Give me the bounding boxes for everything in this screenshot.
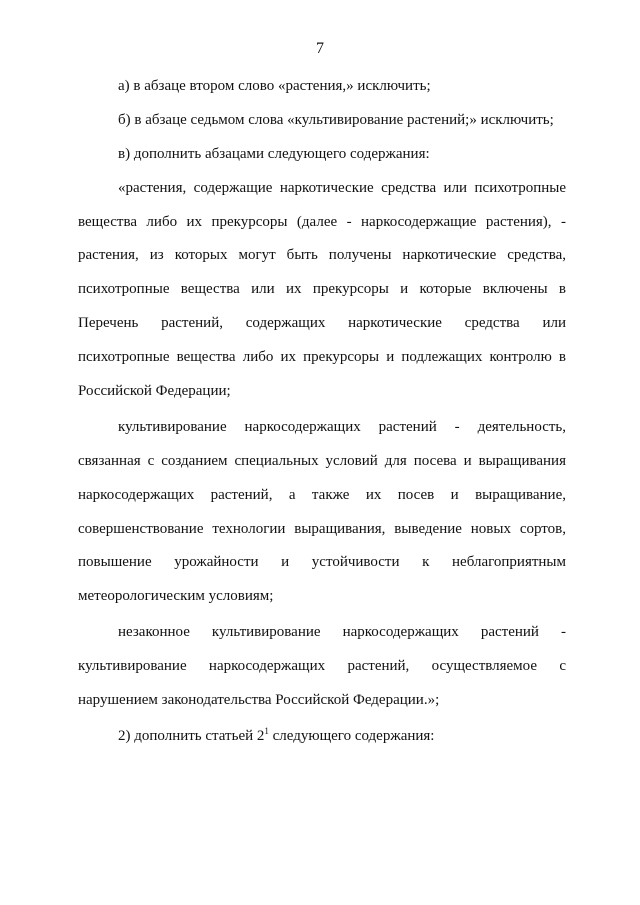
definition-line: растения, из которых могут быть получены наркотические средства, — [78, 247, 566, 264]
paragraph-2 — [78, 720, 566, 754]
definition-line: Российской Федерации; — [78, 383, 231, 400]
paragraph-2-text-end: следующего содержания: — [268, 727, 435, 744]
paragraph-b: б) в абзаце седьмом слова «культивирование растений;» исключить; — [118, 111, 554, 128]
definition-line: психотропные вещества или их прекурсоры и которые включены в — [78, 281, 566, 298]
definition-line: психотропные вещества либо их прекурсоры и подлежащих контролю в — [78, 349, 566, 366]
definition-line: вещества либо их прекурсоры (далее - наркосодержащие растения), - — [78, 213, 566, 230]
paragraph-a: а) в абзаце втором слово «растения,» исключить; — [118, 78, 431, 94]
page-number: 7 — [316, 40, 324, 57]
definition-line: «растения, содержащие наркотические средства или психотропные — [118, 179, 566, 196]
cultivation-line: связанная с созданием специальных условий для посева и выращивания — [78, 452, 566, 469]
cultivation-line: наркосодержащих растений, а также их посев и выращивание, — [78, 486, 566, 503]
cultivation-line: метеорологическим условиям; — [78, 588, 274, 605]
document-body — [78, 70, 566, 754]
cultivation-line: культивирование наркосодержащих растений - деятельность, — [118, 418, 566, 435]
illegal-cultivation-line: незаконное культивирование наркосодержащих растений - — [118, 624, 566, 641]
paragraph-v: в) дополнить абзацами следующего содержания: — [118, 145, 430, 162]
cultivation-line: повышение урожайности и устойчивости к неблагоприятным — [78, 554, 566, 571]
paragraph-2-text: 2) дополнить статьей 2 — [118, 727, 265, 744]
illegal-cultivation-line: нарушением законодательства Российской Федерации.»; — [78, 692, 440, 709]
cultivation-line: совершенствование технологии выращивания, выведение новых сортов, — [78, 520, 566, 537]
article-superscript: 1 — [264, 725, 269, 736]
illegal-cultivation-line: культивирование наркосодержащих растений, осуществляемое с — [78, 658, 566, 675]
definition-line: Перечень растений, содержащих наркотические средства или — [78, 315, 566, 332]
